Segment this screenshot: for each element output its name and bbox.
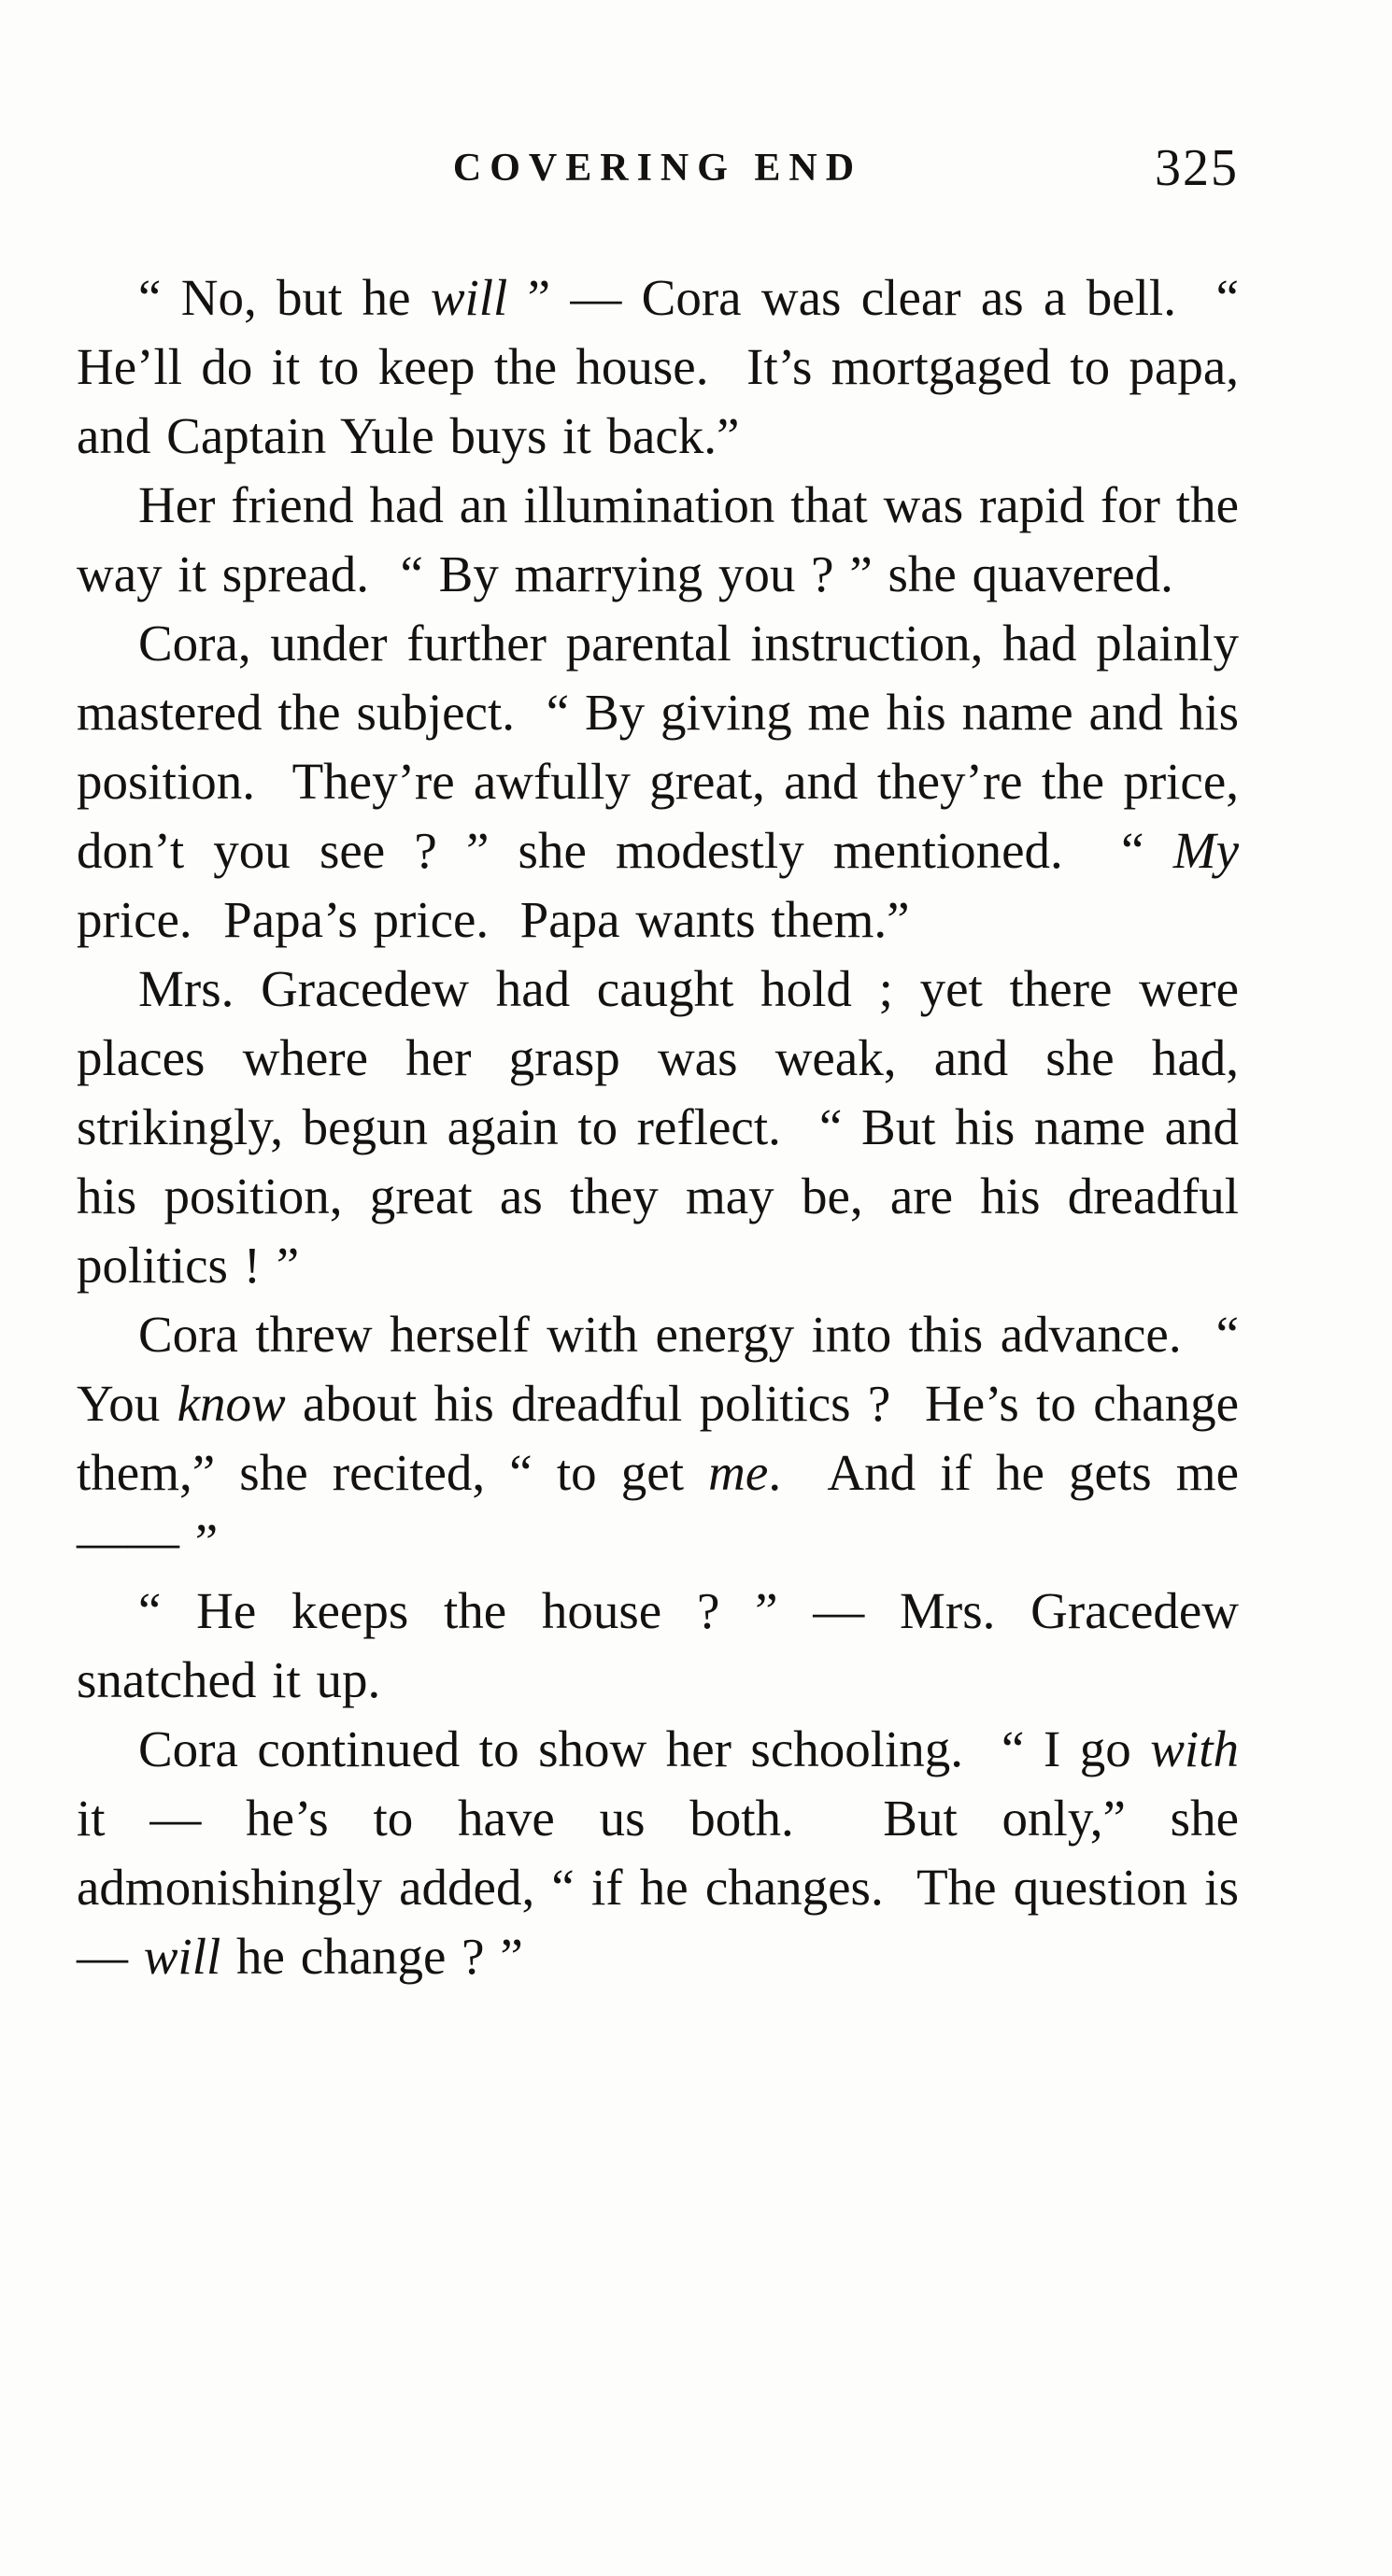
text-segment: ” — Cora was clear as a bell. “ He’ll do it to keep the house. It’s mortgaged to papa, and Captain Yule buys it back.” xyxy=(77,269,1239,464)
text-segment: it — he’s to have us both. But only,” she admonishingly added, “ if he changes. The question is — xyxy=(77,1790,1239,1985)
paragraph xyxy=(77,471,1239,609)
running-title: COVERING END xyxy=(452,147,863,190)
paragraph xyxy=(77,955,1239,1300)
text-segment: price. Papa’s price. Papa wants them.” xyxy=(77,891,910,948)
page-content xyxy=(77,131,1239,1991)
text-segment: Cora, under further parental instruction, had plainly mastered the subject. “ By giving me his name and his position. They’re awfully great, and they’re the price, don’t you see ? ” she modestly mentioned. “ xyxy=(77,615,1239,879)
text-segment: Cora continued to show her schooling. “ I go xyxy=(138,1720,1151,1777)
text-segment: Mrs. Gracedew had caught hold ; yet there were places where her grasp was weak, and she had, strikingly, begun again to reflect. “ But his name and his position, great as they may be, are his dreadful politics ! ” xyxy=(77,960,1239,1294)
text-segment: me xyxy=(708,1444,769,1501)
page-number: 325 xyxy=(1155,139,1239,197)
text-segment: will xyxy=(143,1928,221,1985)
text-segment: know xyxy=(177,1375,286,1432)
text-segment: My xyxy=(1172,822,1239,879)
page-text xyxy=(77,263,1239,1991)
paragraph xyxy=(77,1715,1239,1991)
text-segment: Her friend had an illumination that was rapid for the way it spread. “ By marrying you ? ” she quavered. xyxy=(77,476,1239,602)
paragraph xyxy=(77,263,1239,471)
page-header xyxy=(77,131,1239,197)
paragraph xyxy=(77,609,1239,955)
text-segment: will xyxy=(430,269,508,326)
text-segment: with xyxy=(1150,1720,1239,1777)
text-segment: he change ? ” xyxy=(220,1928,523,1985)
paragraph xyxy=(77,1577,1239,1715)
text-segment: Cora threw herself with energy into this advance. “ You xyxy=(77,1306,1239,1432)
text-segment: about his dreadful politics ? He’s to change them,” she recited, “ to get xyxy=(77,1375,1240,1501)
text-segment: “ No, but he xyxy=(138,269,431,326)
text-segment: “ He keeps the house ? ” — Mrs. Gracedew snatched it up. xyxy=(77,1582,1239,1708)
paragraph xyxy=(77,1300,1239,1577)
text-segment: . And if he gets me —— ” xyxy=(77,1444,1240,1570)
